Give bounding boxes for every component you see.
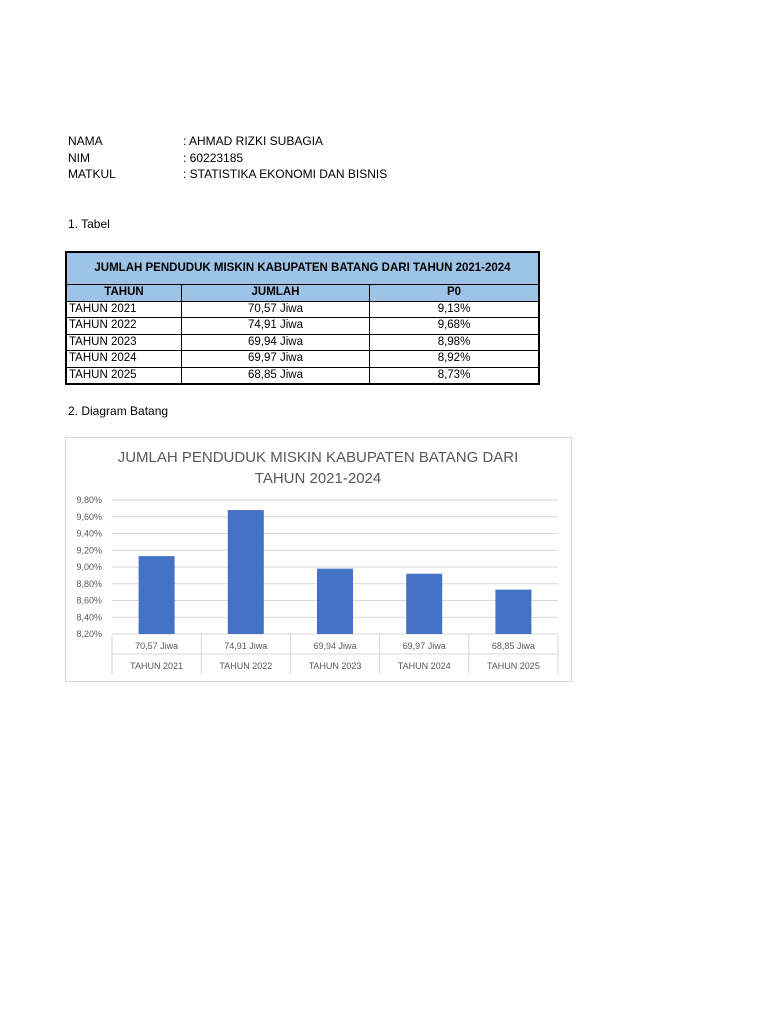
table-cell: TAHUN 2025	[66, 367, 182, 384]
table-row	[66, 334, 539, 351]
bar	[228, 510, 264, 634]
x-tick-label: 74,91 Jiwa	[224, 641, 268, 651]
table-cell: 74,91 Jiwa	[182, 318, 370, 335]
info-value: : STATISTIKA EKONOMI DAN BISNIS	[183, 167, 388, 181]
x-tick-label: 70,57 Jiwa	[135, 641, 179, 651]
x-tick-label: 69,97 Jiwa	[402, 641, 446, 651]
info-row-matkul	[68, 166, 387, 183]
y-tick-label: 8,80%	[76, 578, 102, 589]
table-cell: TAHUN 2022	[66, 318, 182, 335]
table-cell: 8,73%	[370, 367, 540, 384]
info-label: NIM	[68, 150, 90, 165]
y-tick-label: 9,80%	[76, 495, 102, 505]
column-header: JUMLAH	[182, 285, 370, 302]
table-header-row	[66, 285, 539, 302]
table-title: JUMLAH PENDUDUK MISKIN KABUPATEN BATANG DARI TAHUN 2021-2024	[66, 252, 539, 285]
column-header: P0	[370, 285, 540, 302]
info-value: : 60223185	[183, 150, 244, 165]
bar	[317, 569, 353, 634]
column-header: TAHUN	[66, 285, 182, 302]
table-cell: 9,13%	[370, 301, 540, 318]
table-row	[66, 318, 539, 335]
x-tick-label: TAHUN 2021	[130, 661, 184, 671]
table-cell: 8,98%	[370, 334, 540, 351]
table-row	[66, 367, 539, 384]
table-cell: TAHUN 2023	[66, 334, 182, 351]
table-cell: 9,68%	[370, 318, 540, 335]
section-heading-table: 1. Tabel	[68, 217, 110, 231]
section-heading-chart: 2. Diagram Batang	[68, 404, 169, 418]
info-label: MATKUL	[68, 167, 116, 181]
bar	[406, 574, 442, 634]
y-tick-label: 8,40%	[76, 612, 102, 623]
table-cell: 70,57 Jiwa	[182, 301, 370, 318]
info-row-nama	[68, 133, 387, 150]
x-tick-label: 68,85 Jiwa	[491, 641, 535, 651]
table-title-row	[66, 252, 539, 285]
table-cell: 69,97 Jiwa	[182, 351, 370, 368]
table-cell: 68,85 Jiwa	[182, 367, 370, 384]
bar-chart	[65, 437, 572, 682]
poverty-table	[65, 251, 540, 385]
y-tick-label: 8,20%	[76, 629, 102, 639]
x-tick-label: TAHUN 2025	[486, 661, 540, 671]
x-tick-label: TAHUN 2023	[308, 661, 362, 671]
bar	[495, 590, 531, 634]
x-tick-label: TAHUN 2024	[397, 661, 451, 671]
x-tick-label: TAHUN 2022	[219, 661, 273, 671]
bar-chart-svg	[66, 438, 571, 681]
y-tick-label: 8,60%	[76, 595, 102, 606]
bar	[139, 556, 175, 634]
table-row	[66, 301, 539, 318]
chart-title: JUMLAH PENDUDUK MISKIN KABUPATEN BATANG DARI	[117, 449, 519, 466]
table-cell: 8,92%	[370, 351, 540, 368]
table-cell: TAHUN 2024	[66, 351, 182, 368]
info-label: NAMA	[68, 134, 103, 148]
table-cell: TAHUN 2021	[66, 301, 182, 318]
y-tick-label: 9,40%	[76, 528, 102, 539]
y-tick-label: 9,20%	[76, 545, 102, 556]
table-row	[66, 351, 539, 368]
y-tick-label: 9,60%	[76, 511, 102, 522]
y-tick-label: 9,00%	[76, 562, 102, 572]
info-value: : AHMAD RIZKI SUBAGIA	[183, 134, 324, 148]
table-cell: 69,94 Jiwa	[182, 334, 370, 351]
info-row-nim	[68, 150, 387, 167]
chart-title: TAHUN 2021-2024	[254, 470, 382, 487]
x-tick-label: 69,94 Jiwa	[313, 641, 357, 651]
student-info	[68, 133, 387, 183]
